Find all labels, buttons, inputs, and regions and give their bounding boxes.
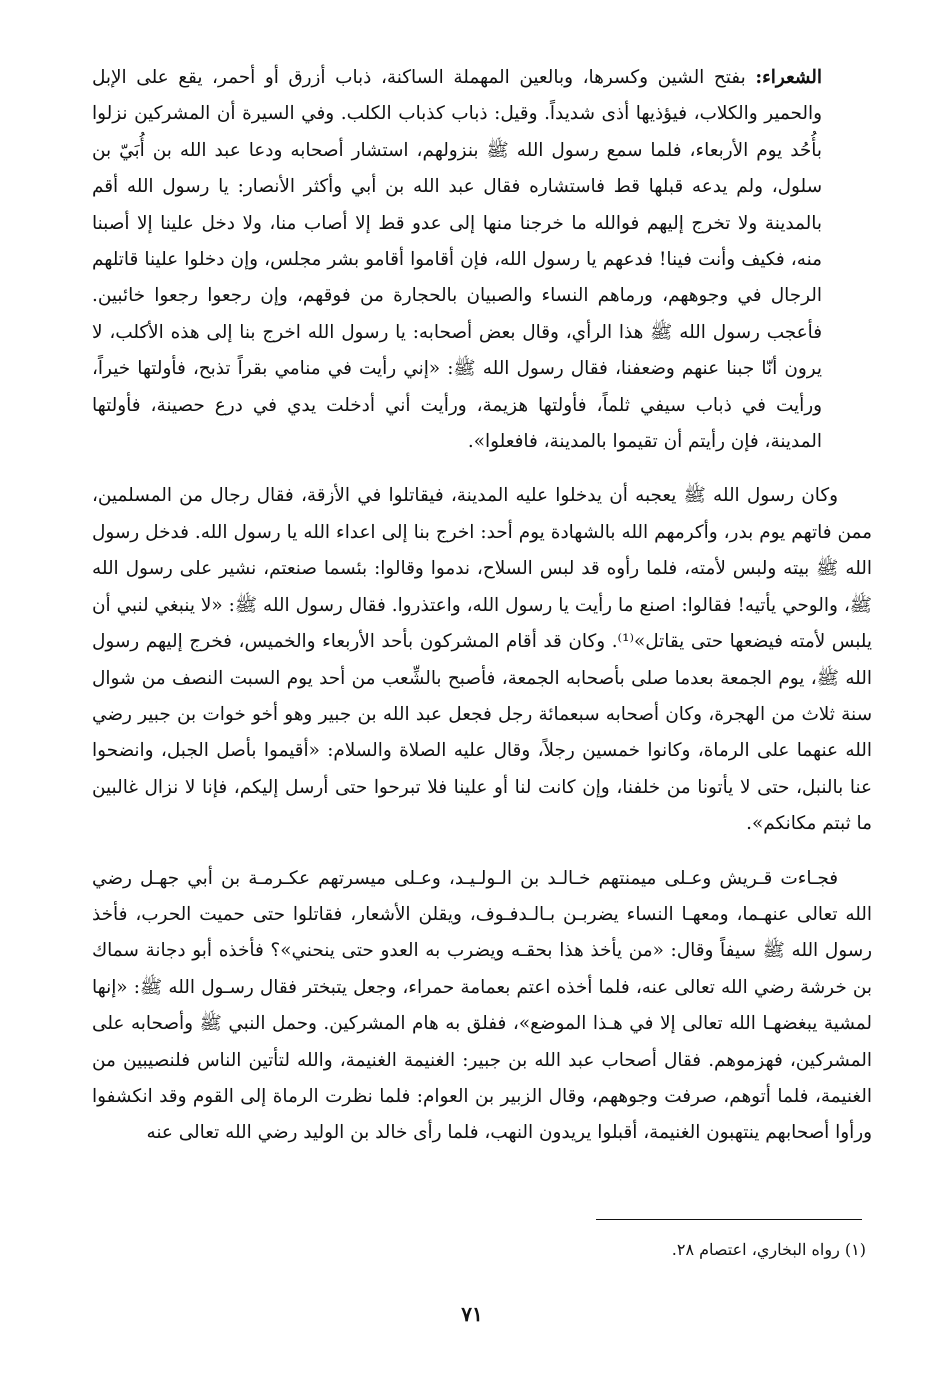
paragraph-2 [92, 478, 872, 842]
page-number: ٧١ [461, 1302, 483, 1326]
paragraph-1-lead: الشعراء: [755, 67, 822, 88]
footnote-divider [596, 1219, 862, 1220]
paragraph-3-text: فجـاءت قـريش وعـلى ميمنتهم خـالـد بن الـولـيـد، وعـلى ميسرتهم عكـرمـة بن أبي جهـل رضي الله تعالى عنهـما، ومعهـا النساء يضربـن بـالـدفـوف، ويقلن الأشعار، فقاتلوا حتى حميت الحرب، فأخذ رسول الله ﷺ سيفاً وقال: «من يأخذ هذا بحقـه ويضرب به العدو حتى ينحني»؟ فأخذه أبو دجانة سماك بن خرشة رضي الله تعالى عنه، فلما أخذه اعتم بعمامة حمراء، وجعل يتبختر فقال رسـول الله ﷺ: «إنها لمشية يبغضهـا الله تعالى إلا في هـذا الموضع»، ففلق به هام المشركين. وحمل النبي ﷺ وأصحابه على المشركين، فهزموهم. فقال أصحاب عبد الله بن جبير: الغنيمة الغنيمة، والله لتأتين الناس فلنصيبين من الغنيمة، فلما أتوهم، صرفت وجوههم، وقال الزبير بن العوام: فلما نظرت الرماة إلى القوم وقد انكشفوا ورأوا أصحابهم ينتهبون الغنيمة، أقبلوا يريدون النهب، فلما رأى خالد بن الوليد رضي الله تعالى عنه [92, 867, 872, 1144]
footnote: (١) رواه البخاري، اعتصام ٢٨. [671, 1240, 866, 1259]
paragraph-1 [92, 60, 872, 460]
paragraph-3 [92, 861, 872, 1152]
paragraph-1-text: بفتح الشين وكسرها، وبالعين المهملة الساكنة، ذباب أزرق أو أحمر، يقع على الإبل والحمير والكلاب، فيؤذيها أذى شديداً. وقيل: ذباب كذباب الكلب. وفي السيرة أن المشركين نزلوا بأُحُد يوم الأربعاء، فلما سمع رسول الله ﷺ بنزولهم، استشار أصحابه ودعا عبد الله بن أُبَيّ بن سلول، ولم يدعه قبلها قط فاستشاره فقال عبد الله بن أبي وأكثر الأنصار: يا رسول الله أقم بالمدينة ولا تخرج إليهم فوالله ما خرجنا منها إلى عدو قط إلا أصاب منا، ولا دخل علينا إلا أصبنا منه، فكيف وأنت فينا! فدعهم يا رسول الله، فإن أقاموا أقامو بشر مجلس، وإن دخلوا علينا قاتلهم الرجال في وجوههم، ورماهم النساء والصبيان بالحجارة من فوقهم، وإن رجعوا رجعوا خائبين. فأعجب رسول الله ﷺ هذا الرأي، وقال بعض أصحابه: يا رسول الله اخرج بنا إلى هذه الأكلب، لا يرون أنّا جبنا عنهم وضعفنا، فقال رسول الله ﷺ: «إني رأيت في منامي بقراً تذبح، فأولتها خيراً، ورأيت في ذباب سيفي ثلماً، فأولتها هزيمة، ورأيت أني أدخلت يدي في درع حصينة، فأولتها المدينة، فإن رأيتم أن تقيموا بالمدينة، فافعلوا». [92, 67, 822, 453]
main-text [92, 60, 872, 1152]
paragraph-2-text: وكان رسول الله ﷺ يعجبه أن يدخلوا عليه المدينة، فيقاتلوا في الأزقة، فقال رجال من المسلمين، ممن فاتهم يوم بدر، وأكرمهم الله بالشهادة يوم أحد: اخرج بنا إلى اعداء الله يا رسول الله. فدخل رسول الله ﷺ بيته ولبس لأمته، فلما رأوه قد لبس السلاح، ندموا وقالوا: بئسما صنعتم، نشير على رسول الله ﷺ، والوحي يأتيه! فقالوا: اصنع ما رأيت يا رسول الله، واعتذروا. فقال رسول الله ﷺ: «لا ينبغي لنبي أن يلبس لأمته فيضعها حتى يقاتل»⁽¹⁾. وكان قد أقام المشركون بأحد الأربعاء والخميس، فخرج إليهم رسول الله ﷺ، يوم الجمعة بعدما صلى بأصحابه الجمعة، فأصبح بالشِّعب من أحد يوم السبت النصف من شوال سنة ثلاث من الهجرة، وكان أصحابه سبعمائة رجل فجعل عبد الله بن جبير وهو أخو خوات بن جبير رضي الله عنهما على الرماة، وكانوا خمسين رجلاً، وقال عليه الصلاة والسلام: «أقيموا بأصل الجبل، وانضحوا عنا بالنبل، حتى لا يأتونا من خلفنا، وإن كانت لنا أو علينا فلا تبرحوا حتى أرسل إليكم، فإنا لا نزال غالبين ما ثبتم مكانكم». [92, 485, 872, 835]
